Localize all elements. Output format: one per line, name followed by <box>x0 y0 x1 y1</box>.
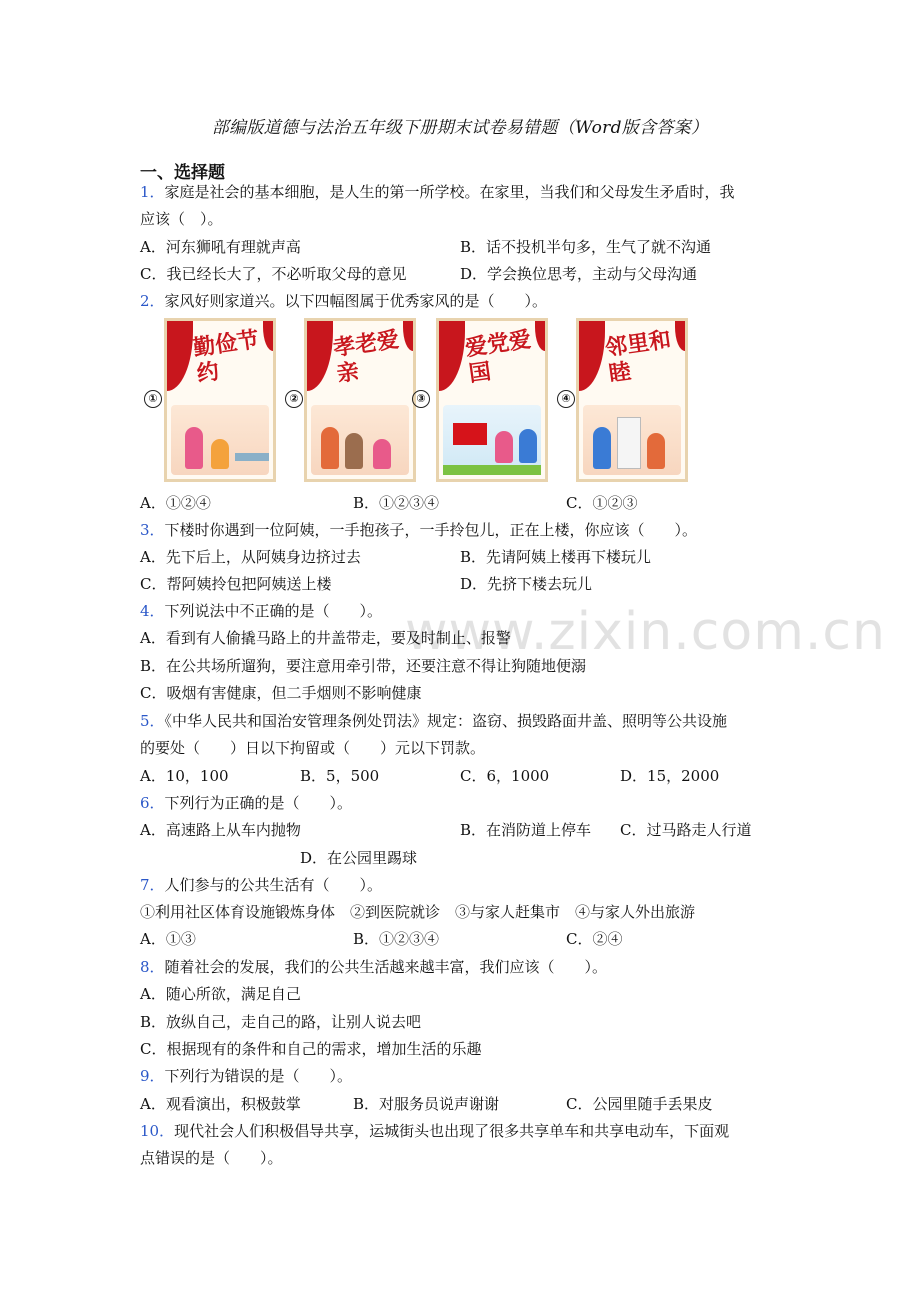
option-b[interactable]: B．先请阿姨上楼再下楼玩儿 <box>460 548 652 566</box>
picture-label: ① <box>144 390 162 408</box>
option-a[interactable]: A．先下后上，从阿姨身边挤过去 <box>140 548 361 566</box>
option-a[interactable]: A．随心所欲，满足自己 <box>140 985 301 1003</box>
question-number: 8． <box>140 958 165 976</box>
question-8 <box>140 957 607 977</box>
question-text: 《中华人民共和国治安管理条例处罚法》规定：盗窃、损毁路面井盖、照明等公共设施 <box>164 712 728 730</box>
option-c[interactable]: C．②④ <box>566 930 623 948</box>
option-a[interactable]: A．10，100 <box>140 767 229 785</box>
question-6 <box>140 793 352 813</box>
poster-patriotic-image <box>436 318 548 482</box>
question-text: 下楼时你遇到一位阿姨，一手抱孩子，一手拎包儿，正在上楼，你应该（ ）。 <box>164 521 698 539</box>
question-text-cont: 的要处（ ）日以下拘留或（ ）元以下罚款。 <box>140 739 486 757</box>
option-b[interactable]: B．①②③④ <box>353 930 440 948</box>
poster-text: 勤俭节约 <box>191 327 261 388</box>
option-b[interactable]: B．在消防道上停车 <box>460 821 592 839</box>
question-10 <box>140 1121 729 1141</box>
option-c[interactable]: C．帮阿姨拎包把阿姨送上楼 <box>140 575 332 593</box>
option-b[interactable]: B．对服务员说声谢谢 <box>353 1095 500 1113</box>
question-text: 下列行为错误的是（ ）。 <box>164 1067 353 1085</box>
picture-label: ④ <box>557 390 575 408</box>
question-text: 家庭是社会的基本细胞，是人生的第一所学校。在家里，当我们和父母发生矛盾时，我 <box>164 183 735 201</box>
option-c[interactable]: C．①②③ <box>566 494 638 512</box>
option-c[interactable]: C．根据现有的条件和自己的需求，增加生活的乐趣 <box>140 1040 482 1058</box>
option-a[interactable]: A．河东狮吼有理就声高 <box>140 238 301 256</box>
question-3 <box>140 520 697 540</box>
question-number: 6． <box>140 794 165 812</box>
question-number: 7． <box>140 876 165 894</box>
option-b[interactable]: B．在公共场所遛狗，要注意用牵引带，还要注意不得让狗随地便溺 <box>140 657 587 675</box>
option-b[interactable]: B．放纵自己，走自己的路，让别人说去吧 <box>140 1013 422 1031</box>
poster-filial-image <box>304 318 416 482</box>
question-2 <box>140 291 547 311</box>
picture-label: ② <box>285 390 303 408</box>
question-number: 10． <box>140 1122 175 1140</box>
option-d[interactable]: D．在公园里踢球 <box>300 849 418 867</box>
option-c[interactable]: C．我已经长大了，不必听取父母的意见 <box>140 265 407 283</box>
question-number: 1． <box>140 183 165 201</box>
option-c[interactable]: C．公园里随手丢果皮 <box>566 1095 713 1113</box>
poster-text: 爱党爱国 <box>463 327 533 388</box>
question-9 <box>140 1066 352 1086</box>
option-c[interactable]: C．吸烟有害健康，但二手烟则不影响健康 <box>140 684 422 702</box>
option-d[interactable]: D．先挤下楼去玩儿 <box>460 575 593 593</box>
option-b[interactable]: B．5，500 <box>300 767 380 785</box>
question-number: 3． <box>140 521 165 539</box>
picture-label: ③ <box>412 390 430 408</box>
option-b[interactable]: B．话不投机半句多，生气了就不沟通 <box>460 238 712 256</box>
watermark: www.zixin.com.cn <box>405 602 886 662</box>
question-text-cont: 点错误的是（ ）。 <box>140 1149 283 1167</box>
question-text: 现代社会人们积极倡导共享，运城街头也出现了很多共享单车和共享电动车，下面观 <box>174 1122 730 1140</box>
question-number: 4． <box>140 602 165 620</box>
option-a[interactable]: A．①②④ <box>140 494 211 512</box>
question-text: 下列行为正确的是（ ）。 <box>164 794 353 812</box>
question-text: 人们参与的公共生活有（ ）。 <box>164 876 383 894</box>
option-d[interactable]: D．学会换位思考，主动与父母沟通 <box>460 265 698 283</box>
question-number: 9． <box>140 1067 165 1085</box>
question-4 <box>140 601 382 621</box>
poster-text: 孝老爱亲 <box>331 327 401 388</box>
question-number: 2． <box>140 292 165 310</box>
question-text: 家风好则家道兴。以下四幅图属于优秀家风的是（ ）。 <box>164 292 548 310</box>
option-b[interactable]: B．①②③④ <box>353 494 440 512</box>
poster-text: 邻里和睦 <box>603 327 673 388</box>
option-a[interactable]: A．观看演出，积极鼓掌 <box>140 1095 301 1113</box>
section-heading: 一、选择题 <box>140 163 225 183</box>
question-7 <box>140 875 382 895</box>
question-text-cont: 应该（ ）。 <box>140 210 223 228</box>
page-title: 部编版道德与法治五年级下册期末试卷易错题（Word版含答案） <box>211 118 709 138</box>
option-a[interactable]: A．看到有人偷撬马路上的井盖带走，要及时制止、报警 <box>140 629 511 647</box>
poster-thrift-image <box>164 318 276 482</box>
question-statements: ①利用社区体育设施锻炼身体 ②到医院就诊 ③与家人赶集市 ④与家人外出旅游 <box>140 903 696 921</box>
question-5 <box>140 711 727 731</box>
family-style-pictures <box>140 318 700 486</box>
question-text: 下列说法中不正确的是（ ）。 <box>164 602 383 620</box>
poster-neighborly-image <box>576 318 688 482</box>
option-d[interactable]: D．15，2000 <box>620 767 720 785</box>
option-c[interactable]: C．过马路走人行道 <box>620 821 752 839</box>
option-a[interactable]: A．高速路上从车内抛物 <box>140 821 301 839</box>
option-a[interactable]: A．①③ <box>140 930 196 948</box>
question-text: 随着社会的发展，我们的公共生活越来越丰富，我们应该（ ）。 <box>164 958 608 976</box>
option-c[interactable]: C．6，1000 <box>460 767 550 785</box>
question-1 <box>140 182 735 202</box>
question-number: 5． <box>140 712 165 730</box>
